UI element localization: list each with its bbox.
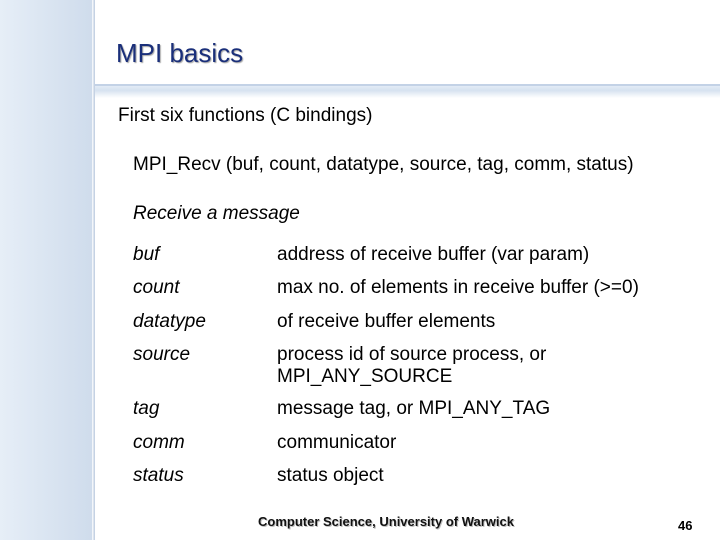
left-decor-line bbox=[92, 0, 95, 540]
param-desc-buf: address of receive buffer (var param) bbox=[277, 244, 590, 265]
param-desc-comm: communicator bbox=[277, 432, 397, 453]
footer-text: Computer Science, University of Warwick bbox=[258, 514, 514, 529]
param-name-status: status bbox=[133, 465, 184, 486]
left-decor-band bbox=[0, 0, 92, 540]
param-desc-count: max no. of elements in receive buffer (>=0) bbox=[277, 277, 639, 298]
title-rule bbox=[95, 84, 720, 98]
title-rule-line bbox=[95, 84, 720, 86]
function-signature: MPI_Recv (buf, count, datatype, source, tag, comm, status) bbox=[133, 154, 634, 175]
param-desc-status: status object bbox=[277, 465, 384, 486]
param-desc-source: process id of source process, or MPI_ANY_SOURCE bbox=[277, 344, 547, 387]
param-desc-datatype: of receive buffer elements bbox=[277, 311, 496, 332]
param-name-comm: comm bbox=[133, 432, 185, 453]
function-description: Receive a message bbox=[133, 203, 300, 224]
param-name-buf: buf bbox=[133, 244, 160, 265]
param-name-tag: tag bbox=[133, 398, 160, 419]
slide-subtitle: First six functions (C bindings) bbox=[118, 105, 373, 126]
param-name-datatype: datatype bbox=[133, 311, 206, 332]
slide-title: MPI basics bbox=[116, 38, 244, 68]
param-desc-tag: message tag, or MPI_ANY_TAG bbox=[277, 398, 551, 419]
page-number: 46 bbox=[678, 518, 693, 533]
param-name-count: count bbox=[133, 277, 180, 298]
param-name-source: source bbox=[133, 344, 191, 365]
